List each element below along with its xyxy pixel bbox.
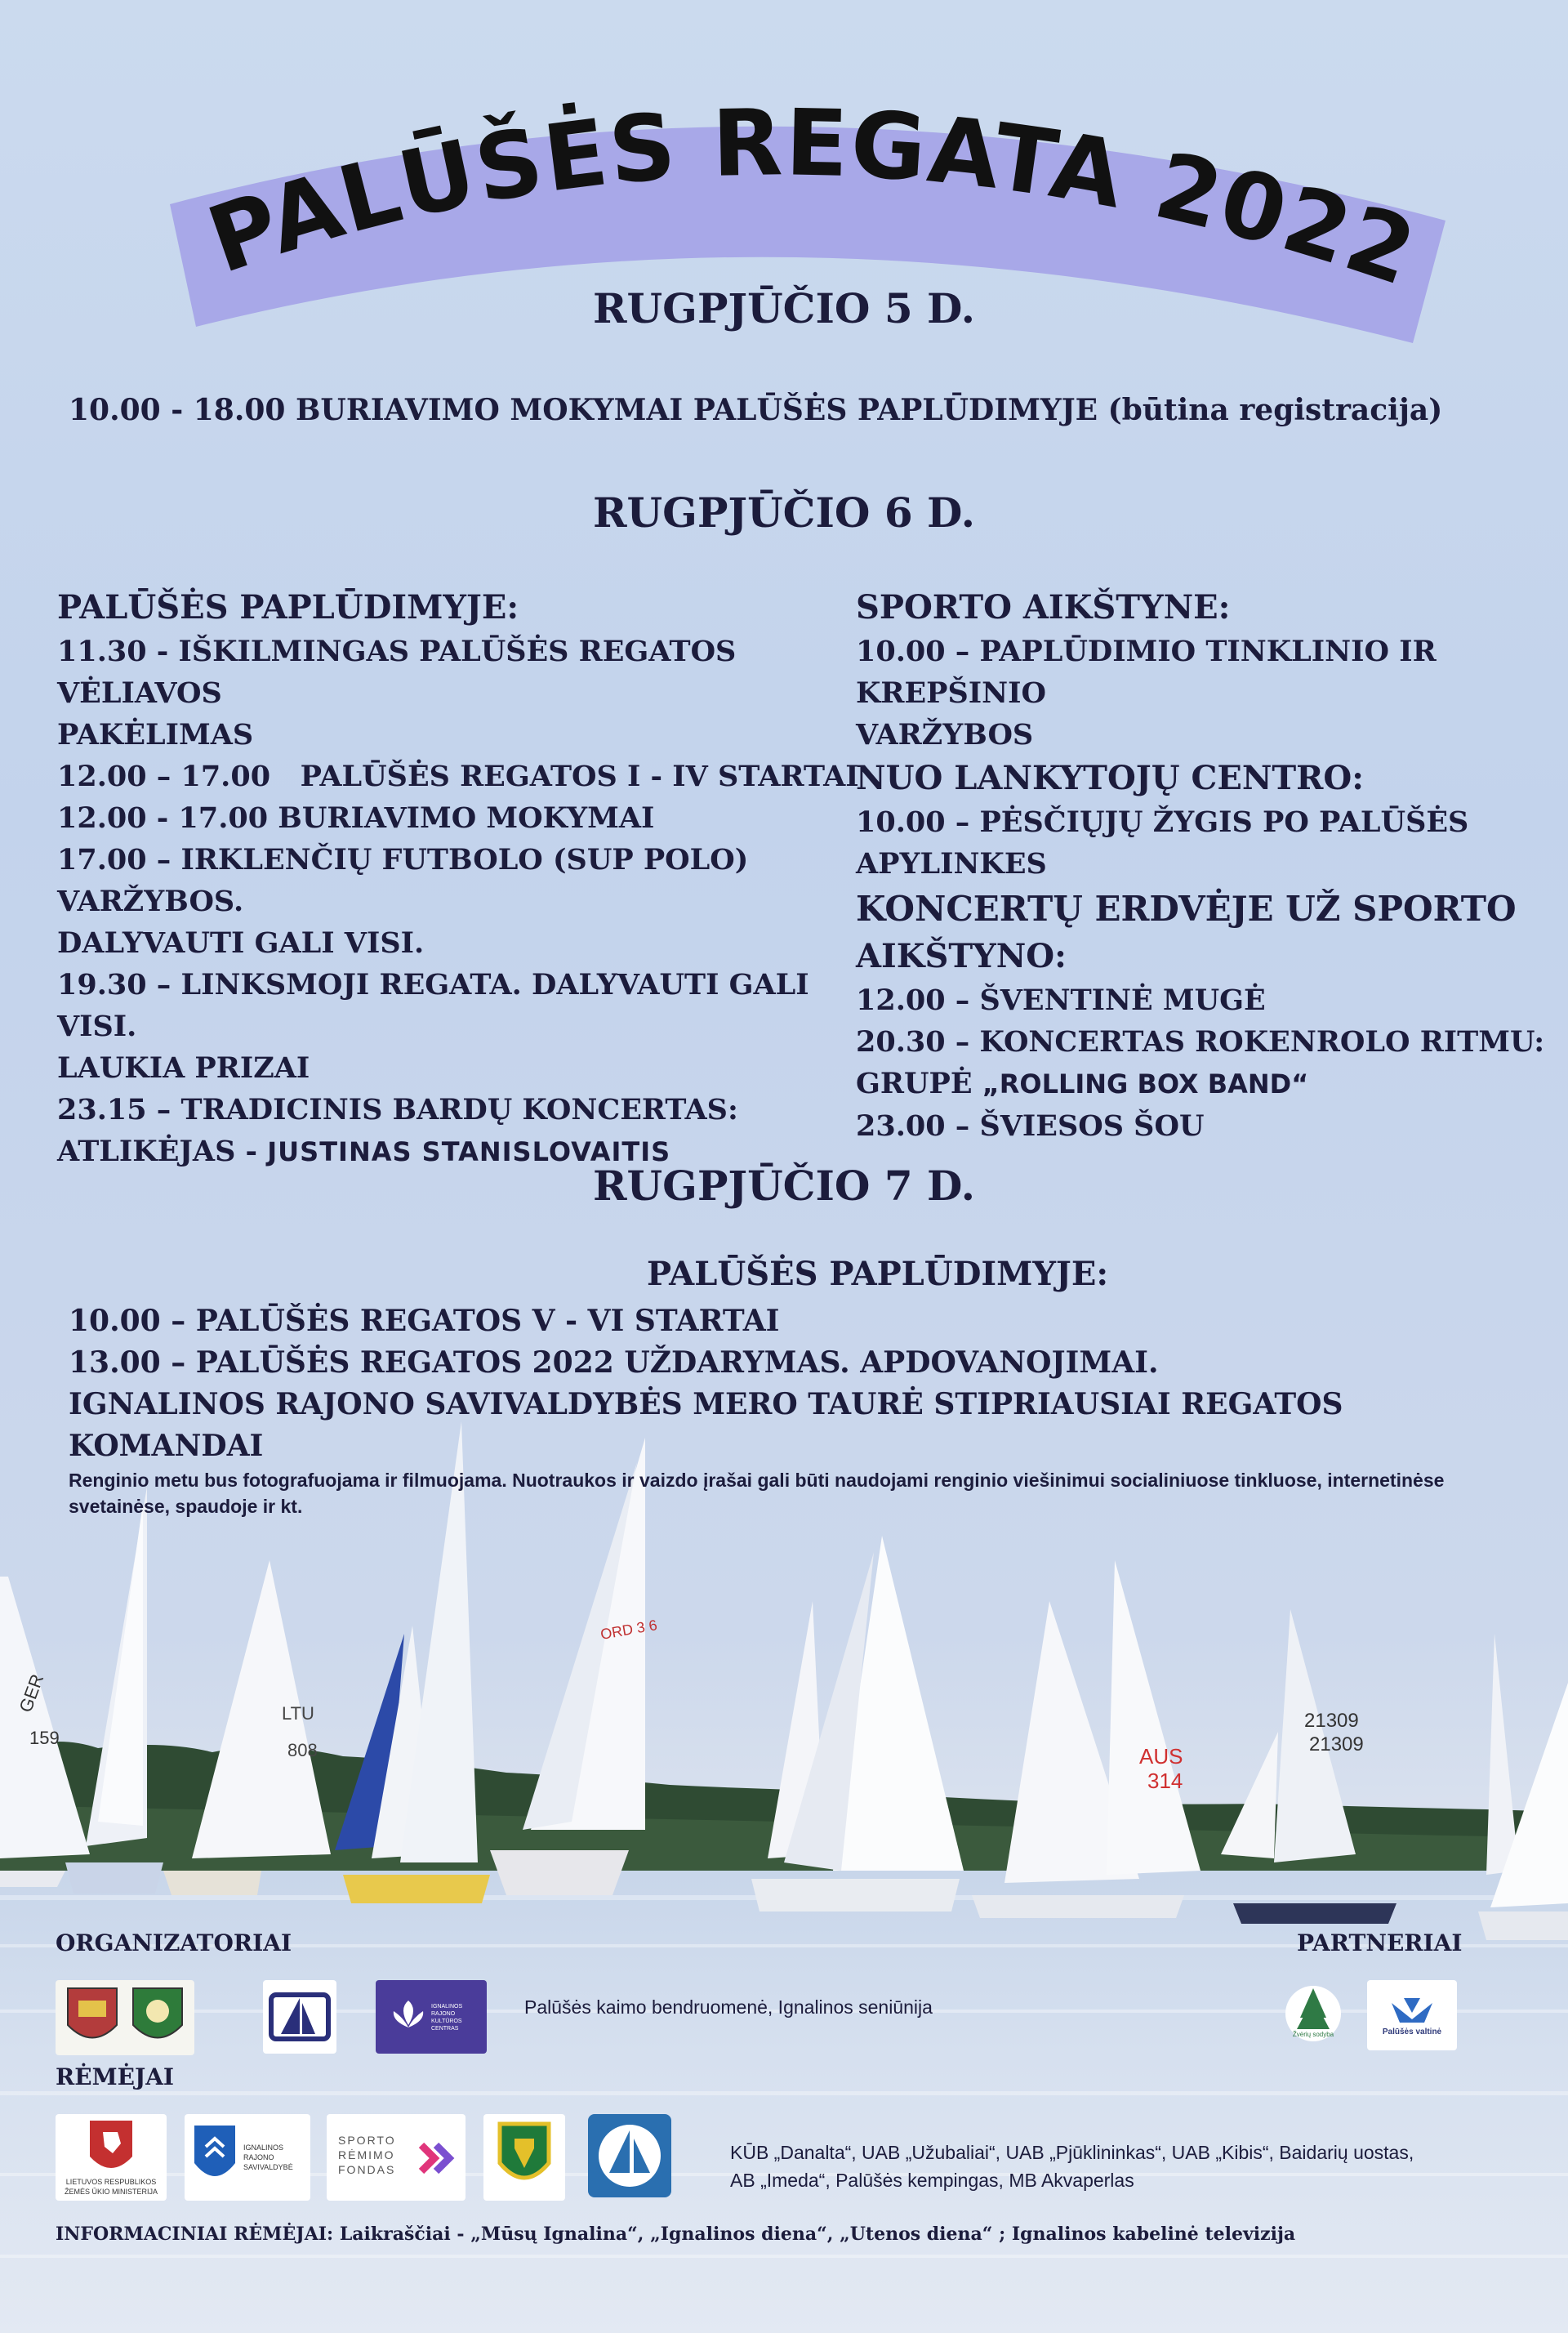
schedule-line: 10.00 – PĖSČIŲJŲ ŽYGIS PO PALŪŠĖS APYLINKES <box>856 805 1469 881</box>
schedule-line: 23.15 – TRADICINIS BARDŲ KONCERTAS: <box>57 1093 738 1126</box>
sport-fund-logo-text-3: FONDAS <box>338 2163 396 2176</box>
organizers-heading: ORGANIZATORIAI <box>56 1929 292 1956</box>
concert-heading-cont: AIKŠTYNO: <box>856 937 1067 975</box>
schedule-line: DALYVAUTI GALI VISI. <box>57 926 425 960</box>
sport-fund-logo-text-2: RĖMIMO <box>338 2148 395 2161</box>
schedule-line: 23.00 – ŠVIESOS ŠOU <box>856 1109 1205 1143</box>
schedule-line: VARŽYBOS <box>856 718 1034 752</box>
sports-club-logo <box>483 2114 565 2201</box>
sailing-club-logo <box>263 1980 336 2054</box>
schedule-line: 10.00 – PALŪŠĖS REGATOS V - VI STARTAI <box>69 1304 780 1338</box>
schedule-line: 17.00 – IRKLENČIŲ FUTBOLO (SUP POLO) VARŽYBOS. <box>57 843 749 918</box>
sail-number: 21309 <box>1309 1733 1364 1755</box>
title-text: PALŪŠĖS REGATA 2022 <box>195 90 1429 307</box>
schedule-line: PAKĖLIMAS <box>57 718 254 752</box>
day2-right-column <box>856 585 1558 1147</box>
ministry-logo-text-1: LIETUVOS RESPUBLIKOS <box>65 2178 157 2186</box>
partners-heading: PARTNERIAI <box>1297 1929 1463 1956</box>
sail-number: 808 <box>287 1740 318 1760</box>
day1-heading: RUGPJŪČIO 5 D. <box>592 284 976 332</box>
sponsors-heading: RĖMĖJAI <box>56 2063 175 2090</box>
culture-center-logo-text: IGNALINOS RAJONO KULTŪROS CENTRAS <box>431 2004 463 2032</box>
day3-heading: RUGPJŪČIO 7 D. <box>592 1162 976 1210</box>
partner-palusės-valtine-logo <box>1367 1980 1457 2050</box>
sail-number: 314 <box>1147 1769 1183 1793</box>
poster-title <box>0 0 1568 343</box>
band-line <box>856 1063 1558 1105</box>
culture-center-logo <box>376 1980 487 2054</box>
partner-logo-text-2: Palūšės valtinė <box>1382 2027 1442 2036</box>
ministry-logo <box>56 2114 167 2201</box>
sail-number: ORD 3 6 <box>599 1617 659 1643</box>
sport-heading: SPORTO AIKŠTYNE: <box>856 588 1231 627</box>
schedule-line: 13.00 – PALŪŠĖS REGATOS 2022 UŽDARYMAS. APDOVANOJIMAI. <box>69 1345 1159 1380</box>
sponsors-text-1: KŪB „Danalta“, UAB „Užubaliai“, UAB „Pjūklininkas“, UAB „Kibis“, Baidarių uostas, <box>730 2142 1414 2163</box>
schedule-line: 12.00 - 17.00 BURIAVIMO MOKYMAI <box>57 801 655 835</box>
sport-fund-logo <box>327 2114 466 2201</box>
photo-notice-cont: svetainėse, spaudoje ir kt. <box>69 1496 303 1517</box>
schedule-line: IGNALINOS RAJONO SAVIVALDYBĖS MERO TAURĖ STIPRIAUSIAI REGATOS KOMANDAI <box>69 1387 1343 1463</box>
sport-fund-logo-text-1: SPORTO <box>338 2134 396 2147</box>
day3-lines <box>69 1300 1539 1519</box>
schedule-line: 12.00 – ŠVENTINĖ MUGĖ <box>856 984 1266 1017</box>
sailing-federation-logo <box>588 2114 671 2197</box>
schedule-line: 20.30 – KONCERTAS ROKENROLO RITMU: <box>856 1025 1545 1059</box>
schedule-line: LAUKIA PRIZAI <box>57 1051 310 1085</box>
beach-heading: PALŪŠĖS PAPLŪDIMYJE: <box>57 588 519 627</box>
sail-number: LTU <box>282 1703 314 1724</box>
municipality-logo-text-2: RAJONO <box>243 2153 274 2161</box>
schedule-line: 12.00 – 17.00 PALŪŠĖS REGATOS I - IV STARTAI <box>57 760 859 793</box>
visitor-center-heading: NUO LANKYTOJŲ CENTRO: <box>856 759 1365 797</box>
band-name: „ROLLING BOX BAND“ <box>982 1068 1309 1100</box>
partner-logo-text-1: Žvėrių sodyba <box>1292 2031 1334 2038</box>
organizers-text: Palūšės kaimo bendruomenė, Ignalinos seniūnija <box>524 1996 933 2018</box>
sail-number: AUS <box>1139 1744 1183 1769</box>
band-prefix: GRUPĖ <box>856 1067 982 1100</box>
sail-number: GER <box>15 1671 48 1715</box>
day1-line: 10.00 - 18.00 BURIAVIMO MOKYMAI PALŪŠĖS PAPLŪDIMYJE (būtina registracija) <box>69 393 1443 427</box>
concert-heading: KONCERTŲ ERDVĖJE UŽ SPORTO <box>856 889 1517 929</box>
ministry-logo-text-2: ŽEMĖS ŪKIO MINISTERIJA <box>64 2188 158 2196</box>
performer-name: JUSTINAS STANISLOVAITIS <box>267 1136 671 1167</box>
photo-notice: Renginio metu bus fotografuojama ir filmuojama. Nuotraukos ir vaizdo įrašai gali būti naudojami renginio viešinimui socialiniuose tinkluose, internetinėse <box>69 1470 1445 1491</box>
day2-heading: RUGPJŪČIO 6 D. <box>592 488 976 537</box>
municipality-logo-text-3: SAVIVALDYBĖ <box>243 2163 293 2171</box>
svg-text:PALŪŠĖS REGATA 2022 <box>196 90 1429 306</box>
partner-zveriu-sodyba-logo <box>1282 1977 1344 2050</box>
schedule-line: 11.30 - IŠKILMINGAS PALŪŠĖS REGATOS VĖLIAVOS <box>57 635 737 710</box>
schedule-line: 10.00 – PAPLŪDIMIO TINKLINIO IR KREPŠINIO <box>856 635 1437 710</box>
sail-number: 21309 <box>1304 1710 1359 1732</box>
day3-sub-heading: PALŪŠĖS PAPLŪDIMYJE: <box>647 1255 1109 1293</box>
coat-of-arms-logos <box>56 1980 194 2055</box>
municipality-logo-text-1: IGNALINOS <box>243 2143 284 2152</box>
info-sponsors-line: INFORMACINIAI RĖMĖJAI: Laikraščiai - „Mūsų Ignalina“, „Ignalinos diena“, „Utenos diena“ ; Ignalinos kabelinė televizija <box>56 2224 1296 2245</box>
schedule-line: 19.30 – LINKSMOJI REGATA. DALYVAUTI GALI VISI. <box>57 968 809 1043</box>
sponsors-text-2: AB „Imeda“, Palūšės kempingas, MB Akvaperlas <box>730 2170 1134 2191</box>
day2-left-column <box>57 585 859 1173</box>
sail-number: 159 <box>29 1728 60 1748</box>
performer-prefix: ATLIKĖJAS - <box>57 1135 268 1168</box>
municipality-logo <box>185 2114 310 2201</box>
